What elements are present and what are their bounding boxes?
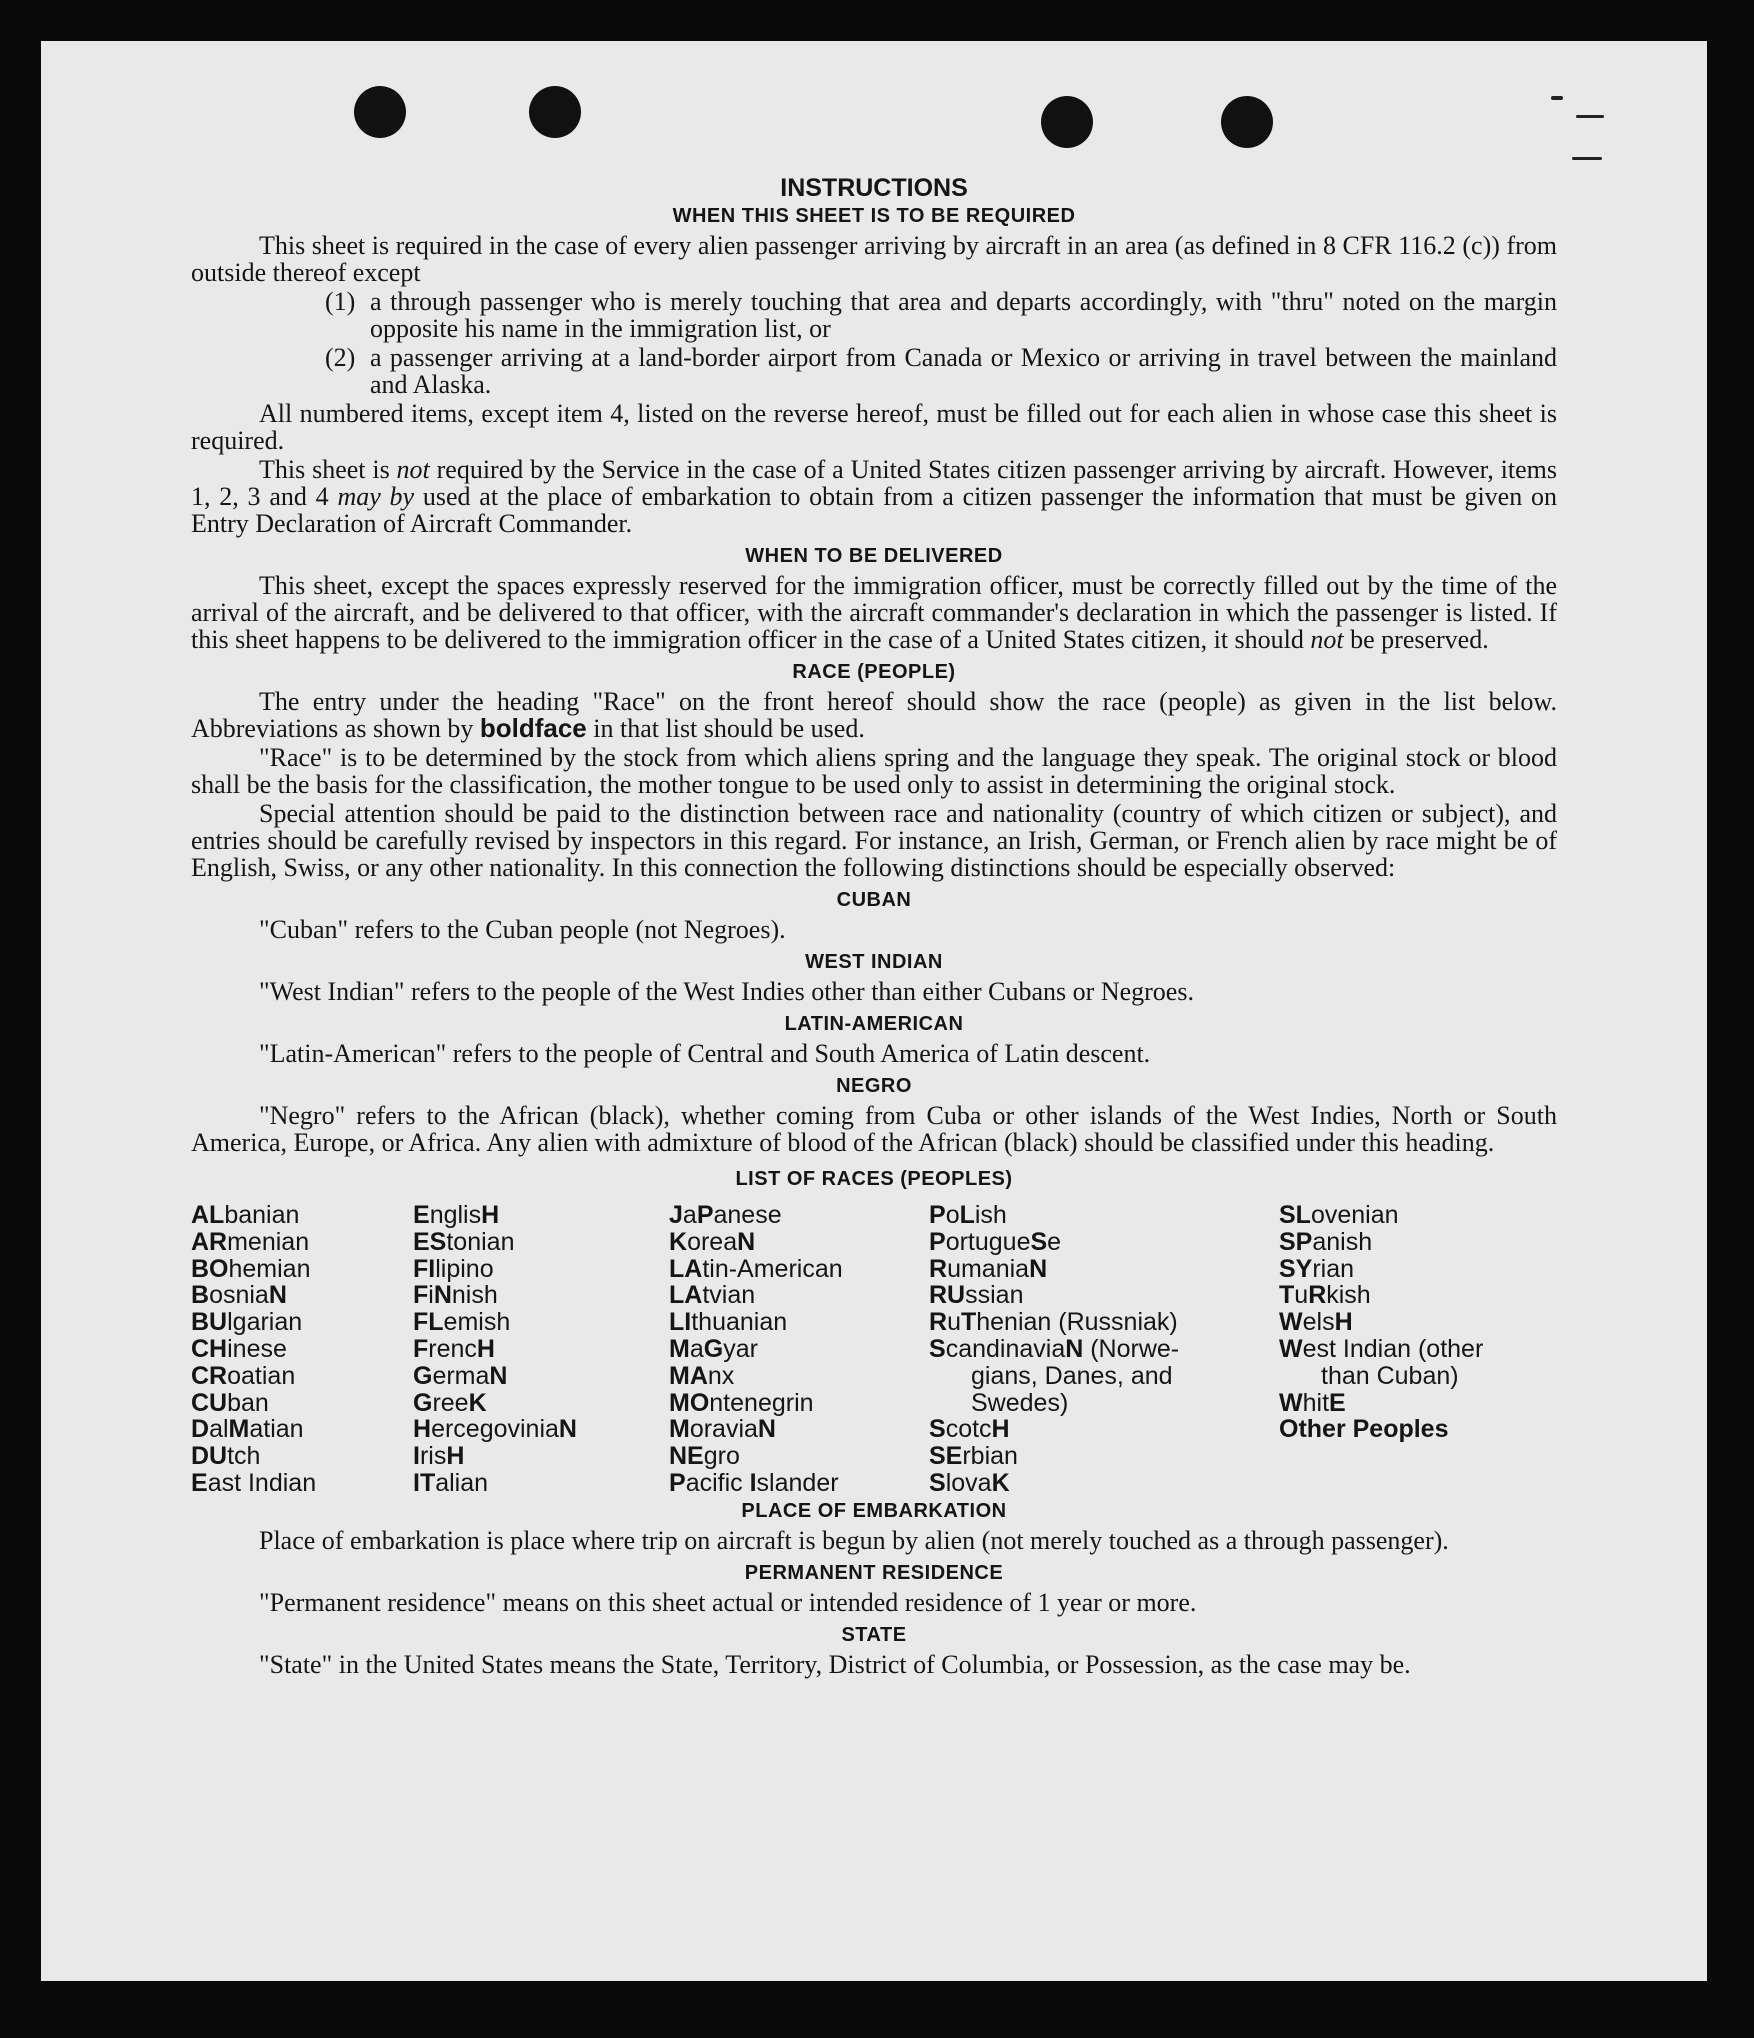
race-item: JaPanese	[669, 1201, 782, 1229]
race-item: RUssian	[929, 1281, 1024, 1310]
section-heading: LATIN-AMERICAN	[784, 1013, 964, 1035]
race-item: BUlgarian	[191, 1308, 303, 1337]
race-item: MaGyar	[669, 1334, 758, 1363]
race-item: FIlipino	[413, 1254, 494, 1283]
race-item: CHinese	[191, 1334, 287, 1363]
race-item: MOntenegrin	[669, 1388, 814, 1417]
paragraph: "Cuban" refers to the Cuban people (not Negroes).	[259, 915, 786, 944]
race-item: West Indian (other	[1279, 1334, 1484, 1363]
section-heading: LIST OF RACES (PEOPLES)	[735, 1168, 1013, 1190]
race-item: GermaN	[413, 1361, 508, 1390]
paragraph: This sheet is required in the case of every alien passenger arriving by aircraft in an area (as defined in 8 CFR 116.2 (c)) from outside thereof except	[191, 231, 1557, 287]
race-item: SPanish	[1279, 1227, 1373, 1256]
race-item: BosniaN	[191, 1281, 287, 1310]
race-item: ScandinaviaN (Norwe-	[929, 1334, 1180, 1363]
paragraph: "Latin-American" refers to the people of Central and South America of Latin descent.	[259, 1039, 1151, 1068]
race-item: ITalian	[413, 1468, 489, 1497]
race-item: PortugueSe	[929, 1227, 1062, 1256]
instructions-body	[191, 133, 1557, 1680]
punch-hole	[354, 86, 406, 138]
race-column	[929, 1202, 1179, 1497]
paragraph: This sheet, except the spaces expressly reserved for the immigration officer, must be correctly filled out by the time of the arrival of the aircraft, and be delivered to that officer, with the aircraft commander's declaration in which the passenger is listed. If this sheet happens to be delivered to the immigration officer in the case of a United States citizen, it should not be preserved.	[191, 571, 1557, 654]
race-item: PoLish	[929, 1201, 1007, 1229]
race-column	[1279, 1202, 1483, 1443]
race-item: RumaniaN	[929, 1254, 1048, 1283]
punch-hole	[529, 86, 581, 138]
race-item: BOhemian	[191, 1254, 311, 1283]
race-item: HercegoviniaN	[413, 1415, 577, 1444]
section-heading: CUBAN	[836, 889, 912, 911]
race-item: KoreaN	[669, 1227, 756, 1256]
section-heading: WHEN TO BE DELIVERED	[745, 545, 1003, 567]
paragraph: "Race" is to be determined by the stock from which aliens spring and the language they speak. The original stock or blood shall be the basis for the classification, the mother tongue to be used only to assist in determining the original stock.	[191, 743, 1557, 799]
race-item: ARmenian	[191, 1227, 310, 1256]
race-column	[191, 1202, 316, 1497]
race-item: WelsH	[1279, 1308, 1353, 1337]
race-item: MoraviaN	[669, 1415, 776, 1444]
race-item: IrisH	[413, 1442, 465, 1471]
race-item: DalMatian	[191, 1415, 304, 1444]
race-item: FLemish	[413, 1308, 511, 1337]
scan-mark	[1576, 115, 1604, 118]
scan-mark	[1551, 96, 1563, 100]
paragraph: Special attention should be paid to the distinction between race and nationality (country of which citizen or subject), and entries should be carefully revised by inspectors in this regard. For instance, an Irish, German, or French alien by race might be of English, Swiss, or any other nationality. In this connection the following distinctions should be especially observed:	[191, 799, 1557, 882]
race-item: Other Peoples	[1279, 1415, 1449, 1444]
paragraph: "Permanent residence" means on this sheet actual or intended residence of 1 year or more.	[259, 1588, 1197, 1617]
paragraph: All numbered items, except item 4, listed on the reverse hereof, must be filled out for each alien in whose case this sheet is required.	[191, 399, 1557, 455]
race-item: CUban	[191, 1388, 269, 1417]
race-item: MAnx	[669, 1361, 735, 1390]
list-item: (2) a passenger arriving at a land-border airport from Canada or Mexico or arriving in travel between the mainland and Alaska.	[325, 343, 1557, 399]
paragraph: "Negro" refers to the African (black), whether coming from Cuba or other islands of the West Indies, North or South America, Europe, or Africa. Any alien with admixture of blood of the African (black) should be classified under this heading.	[191, 1101, 1557, 1157]
race-item: EnglisH	[413, 1201, 500, 1229]
race-list	[191, 1201, 1557, 1497]
page-title: INSTRUCTIONS	[780, 174, 968, 202]
section-heading: STATE	[841, 1624, 907, 1646]
paragraph: Place of embarkation is place where trip on aircraft is begun by alien (not merely touched as a through passenger).	[259, 1526, 1449, 1555]
paragraph: This sheet is not required by the Service in the case of a United States citizen passenger arriving by aircraft. However, items 1, 2, 3 and 4 may by used at the place of embarkation to obtain from a citizen passenger the information that must be given on Entry Declaration of Aircraft Commander.	[191, 455, 1557, 538]
race-item: ScotcH	[929, 1415, 1010, 1444]
race-item: Pacific Islander	[669, 1468, 839, 1497]
race-item: than Cuban)	[1321, 1361, 1459, 1390]
race-item: TuRkish	[1279, 1281, 1371, 1310]
race-item: LIthuanian	[669, 1308, 788, 1337]
race-item: DUtch	[191, 1442, 261, 1471]
race-item: WhitE	[1279, 1388, 1346, 1417]
section-heading: PLACE OF EMBARKATION	[741, 1500, 1007, 1522]
race-item: EStonian	[413, 1227, 515, 1256]
section-heading: RACE (PEOPLE)	[792, 661, 956, 683]
section-heading: WHEN THIS SHEET IS TO BE REQUIRED	[672, 205, 1076, 227]
paragraph: The entry under the heading "Race" on the front hereof should show the race (people) as given in the list below. Abbreviations as shown by boldface in that list should be used.	[191, 687, 1557, 743]
document-page	[41, 41, 1707, 1981]
list-item: (1) a through passenger who is merely touching that area and departs accordingly, with "thru" noted on the margin opposite his name in the immigration list, or	[325, 287, 1557, 343]
race-item: RuThenian (Russniak)	[929, 1308, 1178, 1337]
race-item: GreeK	[413, 1388, 487, 1417]
race-item: ALbanian	[191, 1201, 300, 1229]
race-item: East Indian	[191, 1468, 317, 1497]
scan-mark	[1572, 157, 1602, 160]
race-item: LAtvian	[669, 1281, 756, 1310]
race-item: LAtin-American	[669, 1254, 843, 1283]
race-item: SYrian	[1279, 1254, 1355, 1283]
section-heading: PERMANENT RESIDENCE	[744, 1562, 1004, 1584]
race-item: SLovenian	[1279, 1201, 1399, 1229]
race-item: Swedes)	[971, 1388, 1069, 1417]
race-item: gians, Danes, and	[971, 1361, 1173, 1390]
race-item: CRoatian	[191, 1361, 296, 1390]
race-column	[669, 1202, 843, 1497]
section-heading: WEST INDIAN	[805, 951, 943, 973]
race-item: FrencH	[413, 1334, 495, 1363]
paragraph: "West Indian" refers to the people of the West Indies other than either Cubans or Negroes.	[259, 977, 1194, 1006]
paragraph: "State" in the United States means the State, Territory, District of Columbia, or Possession, as the case may be.	[259, 1650, 1411, 1679]
race-item: SErbian	[929, 1442, 1018, 1471]
race-item: SlovaK	[929, 1468, 1010, 1497]
race-column	[413, 1202, 577, 1497]
race-item: NEgro	[669, 1442, 740, 1471]
section-heading: NEGRO	[836, 1075, 912, 1097]
race-item: FiNnish	[413, 1281, 498, 1310]
